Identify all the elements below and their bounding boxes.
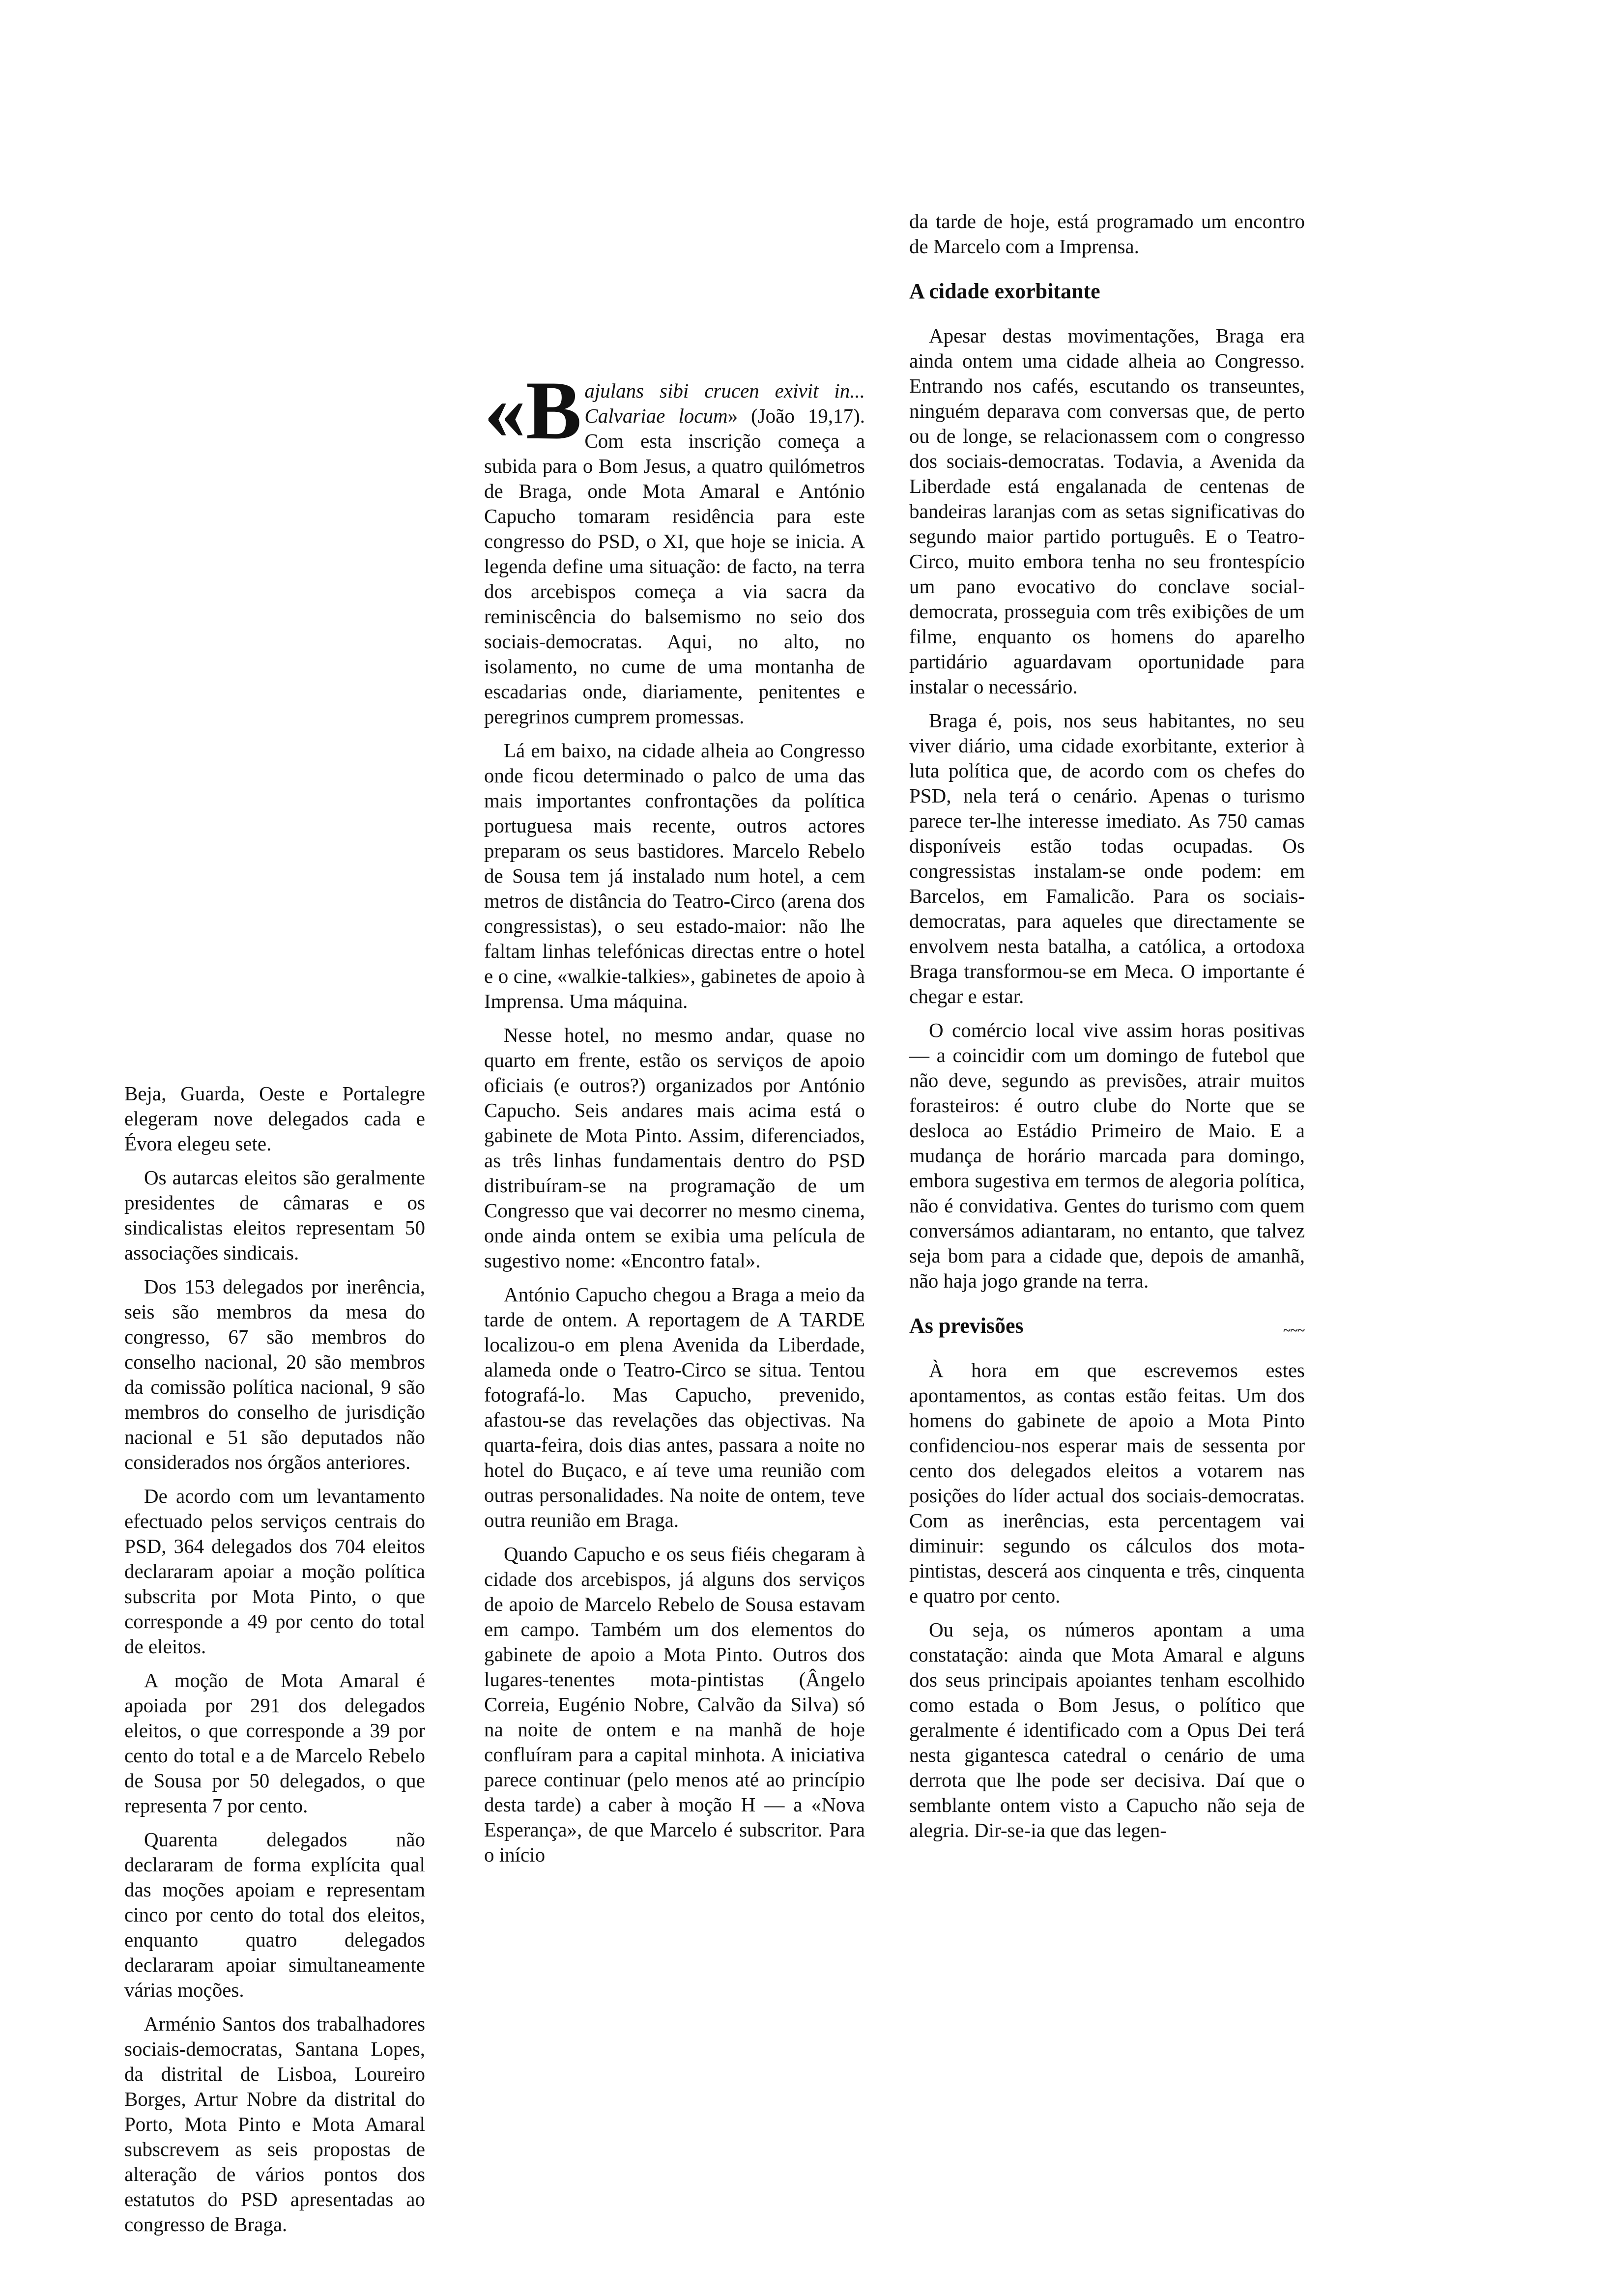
paragraph: Quarenta delegados não declararam de forma explícita qual das moções apoiam e representam cinco por cento do total dos eleitos, enquanto quatro delegados declararam apoiar simultaneamente várias moções.: [124, 1828, 425, 2001]
section-heading-cidade-exorbitante: A cidade exorbitante: [909, 279, 1100, 303]
paragraph: Arménio Santos dos trabalhadores sociais-democratas, Santana Lopes, da distrital de Lisboa, Loureiro Borges, Artur Nobre da distrital do Porto, Mota Pinto e Mota Amaral subscrevem as seis propostas de alteração de vários pontos dos estatutos do PSD apresentadas ao congresso de Braga.: [124, 2012, 425, 2236]
paragraph: O comércio local vive assim horas positivas — a coincidir com um domingo de futebol que não deve, segundo as previsões, atrair muitos forasteiros: é outro clube do Norte que se desloca ao Estádio Primeiro de Maio. E a mudança de horário marcada para domingo, embora sugestiva em termos de alegoria política, não é convidativa. Gentes do turismo com quem conversámos adiantaram, no entanto, que talvez seja bom para a cidade que, depois de amanhã, não haja jogo grande na terra.: [909, 1019, 1305, 1292]
article-column-3: [909, 209, 1305, 1852]
paragraph: Os autarcas eleitos são geralmente presidentes de câmaras e os sindicalistas eleitos representam 50 associações sindicais.: [124, 1166, 425, 1264]
section-heading-previsoes: As previsões: [909, 1314, 1024, 1338]
article-column-1: [124, 1081, 425, 2246]
paragraph: Nesse hotel, no mesmo andar, quase no quarto em frente, estão os serviços de apoio oficiais (e outros?) organizados por António Capucho. Seis andares mais acima está o gabinete de Mota Pinto. Assim, diferenciados, as três linhas fundamentais dentro do PSD distribuíram-se na programação de um Congresso que vai decorrer no mesmo cinema, onde ainda ontem se exibia uma película de sugestivo nome: «Encontro fatal».: [484, 1024, 865, 1272]
lede-text: » (João 19,17). Com esta inscrição começa a subida para o Bom Jesus, a quatro quilómetros de Braga, onde Mota Amaral e António Capucho tomaram residência para este congresso do PSD, o XI, que hoje se inicia. A legenda define uma situação: de facto, na terra dos arcebispos começa a via sacra da reminiscência do balsemismo no seio dos sociais-democratas. Aqui, no alto, no isolamento, no cume de uma montanha de escadarias onde, diariamente, penitentes e peregrinos cumprem promessas.: [484, 404, 865, 728]
paragraph: Lá em baixo, na cidade alheia ao Congresso onde ficou determinado o palco de uma das mais importantes confrontações da política portuguesa mais recente, outros actores preparam os seus bastidores. Marcelo Rebelo de Sousa tem já instalado num hotel, a cem metros de distância do Teatro-Circo (arena dos congressistas), o seu estado-maior: não lhe faltam linhas telefónicas directas entre o hotel e o cine, «walkie-talkies», gabinetes de apoio à Imprensa. Uma máquina.: [484, 739, 865, 1012]
drop-cap: «B: [484, 364, 582, 457]
paragraph: À hora em que escrevemos estes apontamentos, as contas estão feitas. Um dos homens do gabinete de apoio a Mota Pinto confidenciou-nos esperar mais de sessenta por cento dos delegados eleitos a votarem nas posições do líder actual dos sociais-democratas. Com as inerências, esta percentagem vai diminuir: segundo os cálculos dos mota-pintistas, descerá aos cinquenta e três, cinquenta e quatro por cento.: [909, 1359, 1305, 1607]
section-heading-previsoes-wrap: [909, 1313, 1305, 1338]
article-column-2: [484, 364, 865, 1876]
ink-smudge: ~~~: [1283, 1323, 1305, 1338]
paragraph: De acordo com um levantamento efectuado pelos serviços centrais do PSD, 364 delegados dos 704 eleitos declararam apoiar a moção política subscrita por Mota Pinto, o que corresponde a 49 por cento do total de eleitos.: [124, 1485, 425, 1658]
paragraph: Quando Capucho e os seus fiéis chegaram à cidade dos arcebispos, já alguns dos serviços de apoio de Marcelo Rebelo de Sousa estavam em campo. Também um dos elementos do gabinete de apoio a Mota Pinto. Outros dos lugares-tenentes mota-pintistas (Ângelo Correia, Eugénio Nobre, Calvão da Silva) só na noite de ontem e na manhã de hoje confluíram para a capital minhota. A iniciativa parece continuar (pelo menos até ao princípio desta tarde) a caber à moção H — a «Nova Esperança», de que Marcelo é subscritor. Para o início: [484, 1543, 865, 1866]
paragraph: A moção de Mota Amaral é apoiada por 291 dos delegados eleitos, o que corresponde a 39 por cento do total e a de Marcelo Rebelo de Sousa por 50 delegados, o que representa 7 por cento.: [124, 1669, 425, 1817]
paragraph: Braga é, pois, nos seus habitantes, no seu viver diário, uma cidade exorbitante, exterior à luta política que, de acordo com os chefes do PSD, nela terá o cenário. Apenas o turismo parece ter-lhe interesse imediato. As 750 camas disponíveis estão todas ocupadas. Os congressistas instalam-se onde podem: em Barcelos, em Famalicão. Para os sociais-democratas, para aqueles que directamente se envolvem nesta batalha, a católica, a ortodoxa Braga transformou-se em Meca. O importante é chegar e estar.: [909, 709, 1305, 1007]
paragraph: Ou seja, os números apontam a uma constatação: ainda que Mota Amaral e alguns dos seus principais apoiantes tenham escolhido como estada o Bom Jesus, o político que geralmente é identificado com a Opus Dei terá nesta gigantesca catedral o cenário de uma derrota que lhe pode ser decisiva. Daí que o semblante ontem visto a Capucho não seja de alegria. Dir-se-ia que das legen-: [909, 1618, 1305, 1841]
lede-paragraph: [484, 364, 865, 729]
paragraph-continuation: da tarde de hoje, está programado um encontro de Marcelo com a Imprensa.: [909, 210, 1305, 258]
lede-quote: ajulans sibi crucen exivit in... Calvariae locum: [584, 379, 865, 427]
paragraph: Beja, Guarda, Oeste e Portalegre elegeram nove delegados cada e Évora elegeu sete.: [124, 1082, 425, 1155]
paragraph: Dos 153 delegados por inerência, seis são membros da mesa do congresso, 67 são membros do conselho nacional, 20 são membros da comissão política nacional, 9 são membros do conselho de jurisdição nacional e 51 são deputados não considerados nos órgãos anteriores.: [124, 1275, 425, 1473]
paragraph: Apesar destas movimentações, Braga era ainda ontem uma cidade alheia ao Congresso. Entrando nos cafés, escutando os transeuntes, ninguém deparava com conversas que, de perto ou de longe, se relacionassem com o congresso dos sociais-democratas. Todavia, a Avenida da Liberdade está engalanada de centenas de bandeiras laranjas com as setas significativas do segundo maior partido português. E o Teatro-Circo, muito embora tenha no seu frontespício um pano evocativo do conclave social-democrata, prosseguia com três exibições de um filme, enquanto os homens do aparelho partidário aguardavam oportunidade para instalar o necessário.: [909, 324, 1305, 698]
paragraph: António Capucho chegou a Braga a meio da tarde de ontem. A reportagem de A TARDE localizou-o em plena Avenida da Liberdade, alameda onde o Teatro-Circo se situa. Tentou fotografá-lo. Mas Capucho, prevenido, afastou-se das revelações das objectivas. Na quarta-feira, dois dias antes, passara a noite no hotel do Buçaco, e aí teve uma reunião com outras personalidades. Na noite de ontem, teve outra reunião em Braga.: [484, 1283, 865, 1531]
